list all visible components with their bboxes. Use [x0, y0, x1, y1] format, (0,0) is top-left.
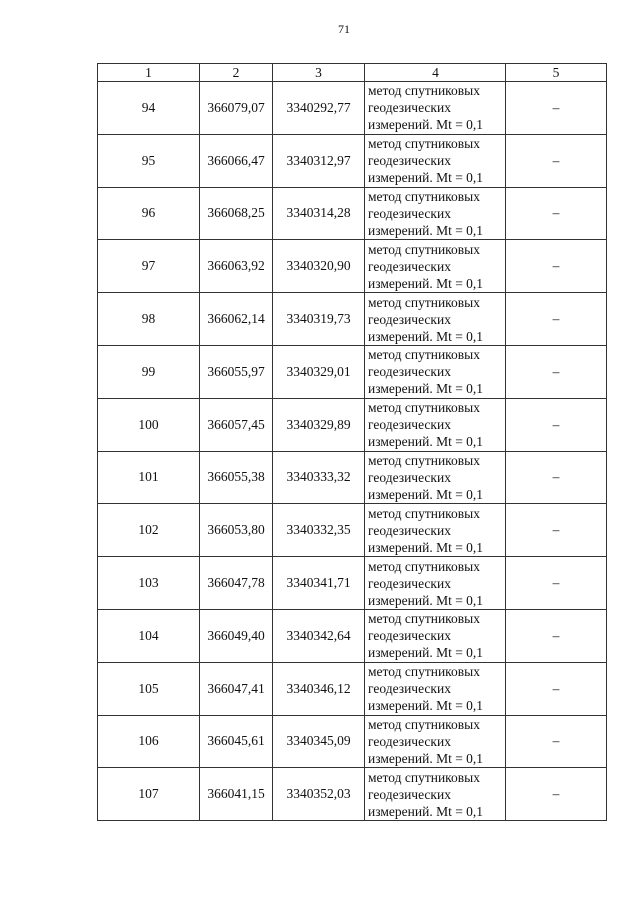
table-row	[98, 293, 607, 346]
method-line: измерений. Mt = 0,1	[368, 486, 484, 502]
method-cell	[365, 82, 506, 135]
method-cell	[365, 345, 506, 398]
point-number: 96	[98, 187, 200, 240]
note: –	[506, 398, 607, 451]
table-row	[98, 451, 607, 504]
point-number: 102	[98, 504, 200, 557]
table-row	[98, 768, 607, 821]
note: –	[506, 240, 607, 293]
method-line: измерений. Mt = 0,1	[368, 434, 484, 450]
method-line: измерений. Mt = 0,1	[368, 381, 484, 397]
header-col-1: 1	[98, 64, 200, 82]
coord-y: 3340332,35	[273, 504, 365, 557]
coord-y: 3340341,71	[273, 557, 365, 610]
method-line: метод спутниковых	[368, 83, 480, 99]
coord-x: 366049,40	[200, 609, 273, 662]
method-line: метод спутниковых	[368, 347, 480, 363]
table-row	[98, 715, 607, 768]
method-line: геодезических	[368, 153, 451, 169]
page-number: 71	[338, 22, 350, 36]
coord-x: 366068,25	[200, 187, 273, 240]
method-line: измерений. Mt = 0,1	[368, 592, 484, 608]
method-line: метод спутниковых	[368, 136, 480, 152]
method-cell	[365, 662, 506, 715]
method-line: геодезических	[368, 628, 451, 644]
method-line: геодезических	[368, 417, 451, 433]
method-cell	[365, 187, 506, 240]
note: –	[506, 715, 607, 768]
point-number: 101	[98, 451, 200, 504]
method-line: измерений. Mt = 0,1	[368, 170, 484, 186]
method-line: геодезических	[368, 205, 451, 221]
coord-x: 366055,38	[200, 451, 273, 504]
coord-x: 366041,15	[200, 768, 273, 821]
method-cell	[365, 768, 506, 821]
note: –	[506, 768, 607, 821]
coord-x: 366047,41	[200, 662, 273, 715]
point-number: 95	[98, 134, 200, 187]
method-cell	[365, 504, 506, 557]
method-line: геодезических	[368, 522, 451, 538]
coord-x: 366053,80	[200, 504, 273, 557]
method-line: измерений. Mt = 0,1	[368, 539, 484, 555]
note: –	[506, 345, 607, 398]
point-number: 99	[98, 345, 200, 398]
method-line: метод спутниковых	[368, 452, 480, 468]
table-row	[98, 345, 607, 398]
note: –	[506, 293, 607, 346]
header-col-4: 4	[365, 64, 506, 82]
method-line: метод спутниковых	[368, 558, 480, 574]
header-col-5: 5	[506, 64, 607, 82]
coord-y: 3340345,09	[273, 715, 365, 768]
coord-x: 366055,97	[200, 345, 273, 398]
coord-x: 366045,61	[200, 715, 273, 768]
coord-y: 3340329,89	[273, 398, 365, 451]
note: –	[506, 609, 607, 662]
table-row	[98, 240, 607, 293]
method-line: измерений. Mt = 0,1	[368, 328, 484, 344]
note: –	[506, 451, 607, 504]
point-number: 104	[98, 609, 200, 662]
method-line: метод спутниковых	[368, 400, 480, 416]
method-line: метод спутниковых	[368, 716, 480, 732]
method-line: метод спутниковых	[368, 611, 480, 627]
table-row	[98, 504, 607, 557]
coord-x: 366063,92	[200, 240, 273, 293]
coordinates-table	[97, 63, 607, 821]
method-cell	[365, 609, 506, 662]
point-number: 98	[98, 293, 200, 346]
method-line: измерений. Mt = 0,1	[368, 117, 484, 133]
point-number: 107	[98, 768, 200, 821]
method-cell	[365, 557, 506, 610]
header-col-2: 2	[200, 64, 273, 82]
method-line: измерений. Mt = 0,1	[368, 803, 484, 819]
coord-y: 3340333,32	[273, 451, 365, 504]
coord-x: 366079,07	[200, 82, 273, 135]
method-cell	[365, 293, 506, 346]
coord-y: 3340346,12	[273, 662, 365, 715]
method-cell	[365, 715, 506, 768]
table-row	[98, 134, 607, 187]
method-cell	[365, 240, 506, 293]
method-cell	[365, 134, 506, 187]
method-line: геодезических	[368, 681, 451, 697]
point-number: 100	[98, 398, 200, 451]
coord-x: 366062,14	[200, 293, 273, 346]
coord-y: 3340292,77	[273, 82, 365, 135]
header-col-3: 3	[273, 64, 365, 82]
method-line: геодезических	[368, 258, 451, 274]
method-line: измерений. Mt = 0,1	[368, 222, 484, 238]
coord-y: 3340319,73	[273, 293, 365, 346]
method-line: измерений. Mt = 0,1	[368, 698, 484, 714]
method-line: метод спутниковых	[368, 664, 480, 680]
table-row	[98, 557, 607, 610]
note: –	[506, 134, 607, 187]
coord-y: 3340314,28	[273, 187, 365, 240]
table-header-row	[98, 64, 607, 82]
point-number: 97	[98, 240, 200, 293]
table-row	[98, 82, 607, 135]
method-line: метод спутниковых	[368, 294, 480, 310]
coord-x: 366057,45	[200, 398, 273, 451]
method-line: измерений. Mt = 0,1	[368, 275, 484, 291]
coord-x: 366047,78	[200, 557, 273, 610]
method-cell	[365, 398, 506, 451]
note: –	[506, 662, 607, 715]
method-line: метод спутниковых	[368, 241, 480, 257]
method-line: геодезических	[368, 733, 451, 749]
note: –	[506, 82, 607, 135]
coord-y: 3340320,90	[273, 240, 365, 293]
table-row	[98, 609, 607, 662]
method-line: геодезических	[368, 311, 451, 327]
method-line: метод спутниковых	[368, 188, 480, 204]
point-number: 106	[98, 715, 200, 768]
method-line: метод спутниковых	[368, 505, 480, 521]
method-line: геодезических	[368, 469, 451, 485]
table-row	[98, 398, 607, 451]
method-cell	[365, 451, 506, 504]
coord-y: 3340352,03	[273, 768, 365, 821]
table-row	[98, 662, 607, 715]
note: –	[506, 187, 607, 240]
coord-y: 3340342,64	[273, 609, 365, 662]
method-line: геодезических	[368, 575, 451, 591]
method-line: геодезических	[368, 786, 451, 802]
point-number: 105	[98, 662, 200, 715]
note: –	[506, 504, 607, 557]
table-row	[98, 187, 607, 240]
point-number: 94	[98, 82, 200, 135]
point-number: 103	[98, 557, 200, 610]
method-line: геодезических	[368, 364, 451, 380]
method-line: измерений. Mt = 0,1	[368, 645, 484, 661]
note: –	[506, 557, 607, 610]
method-line: геодезических	[368, 100, 451, 116]
method-line: измерений. Mt = 0,1	[368, 750, 484, 766]
coord-x: 366066,47	[200, 134, 273, 187]
coord-y: 3340312,97	[273, 134, 365, 187]
method-line: метод спутниковых	[368, 769, 480, 785]
coord-y: 3340329,01	[273, 345, 365, 398]
